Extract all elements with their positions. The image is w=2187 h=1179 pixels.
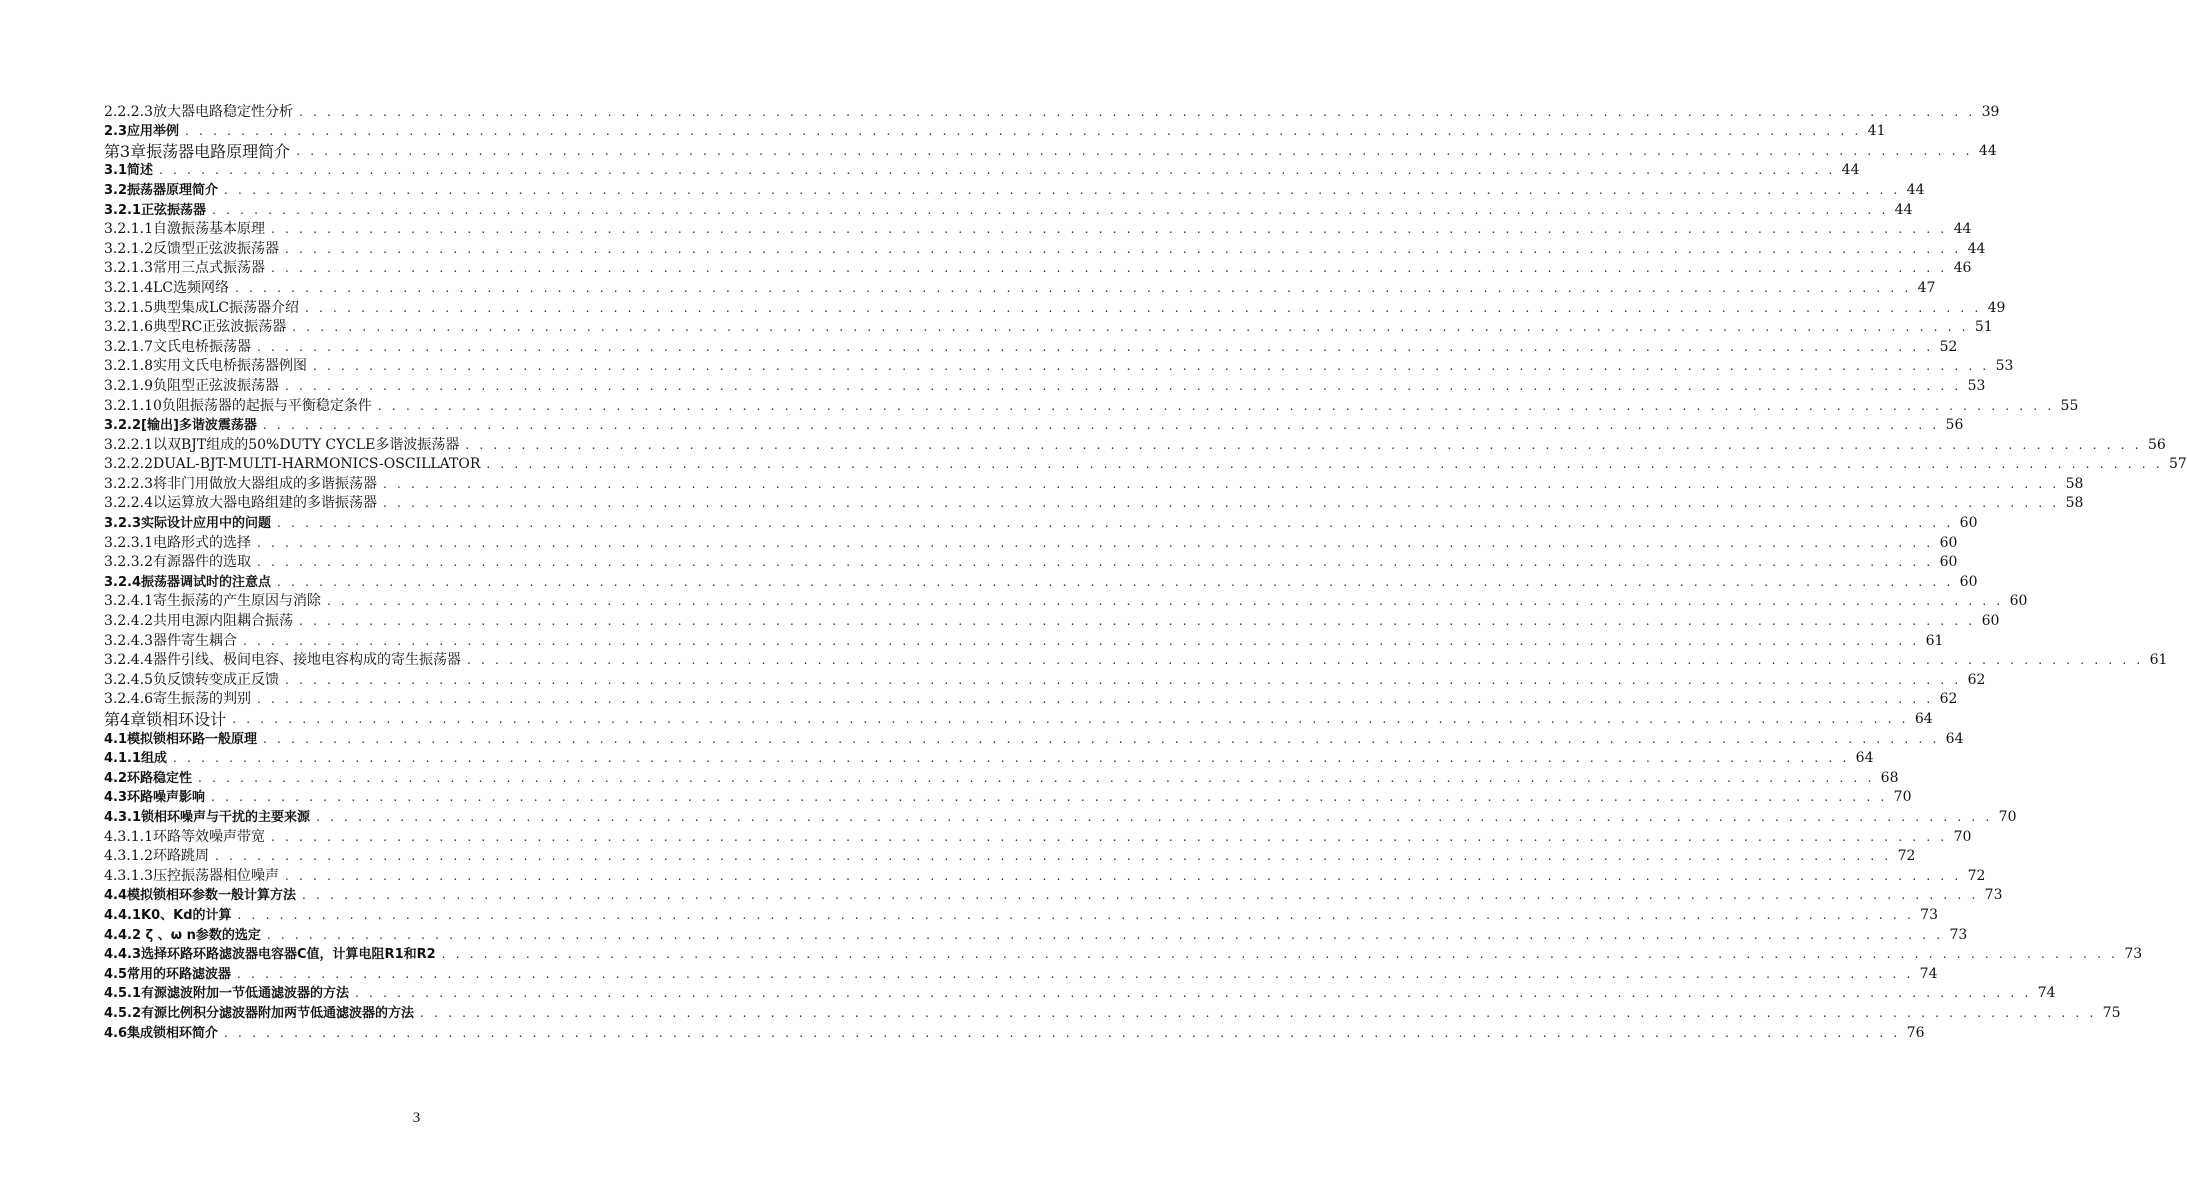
toc-entry-page: 62	[1939, 691, 1958, 708]
toc-entry	[104, 1002, 2121, 1022]
toc-entry	[104, 1022, 1925, 1042]
toc-entry-label: 3.2.2.2DUAL-BJT-MULTI-HARMONICS-OSCILLATOR	[104, 456, 486, 473]
toc-entry-page: 64	[1945, 730, 1964, 747]
toc-leader-dots: . . . . . . . . . . . . . . . . . . . . . . . . . . . . . . . . . . . . . . . . . . . . . . . . . . . . . . . . . . . . . . . . . . . . . . . . . . . . . . . . . . . . . . . . . . . . . . . . . . . . . . . . . . . . . . . . . . . . . . . .	[284, 378, 1962, 393]
toc-leader-dots: . . . . . . . . . . . . . . . . . . . . . . . . . . . . . . . . . . . . . . . . . . . . . . . . . . . . . . . . . . . . . . . . . . . . . . . . . . . . . . . . . . . . . . . . . . . . . . . . . . . . . . . . . . . . . . . . . . . . . . . .	[242, 633, 1920, 648]
toc-leader-dots: . . . . . . . . . . . . . . . . . . . . . . . . . . . . . . . . . . . . . . . . . . . . . . . . . . . . . . . . . . . . . . . . . . . . . . . . . . . . . . . . . . . . . . . . . . . . . . . . . . . . . . . . . . . . . . . . . . . . . . . .	[266, 927, 1944, 942]
toc-leader-dots: . . . . . . . . . . . . . . . . . . . . . . . . . . . . . . . . . . . . . . . . . . . . . . . . . . . . . . . . . . . . . . . . . . . . . . . . . . . . . . . . . . . . . . . . . . . . . . . . . . . . . . . . . . . . . . . . . . . . . . . .	[256, 339, 1934, 354]
toc-entry-page: 58	[2065, 475, 2084, 492]
toc-entry-page: 73	[1984, 887, 2003, 904]
toc-leader-dots: . . . . . . . . . . . . . . . . . . . . . . . . . . . . . . . . . . . . . . . . . . . . . . . . . . . . . . . . . . . . . . . . . . . . . . . . . . . . . . . . . . . . . . . . . . . . . . . . . . . . . . . . . . . . . . . . . . . . . . . .	[292, 320, 1969, 335]
toc-entry-page: 60	[1959, 573, 1978, 590]
toc-leader-dots: . . . . . . . . . . . . . . . . . . . . . . . . . . . . . . . . . . . . . . . . . . . . . . . . . . . . . . . . . . . . . . . . . . . . . . . . . . . . . . . . . . . . . . . . . . . . . . . . . . . . . . . . . . . . . . . . . . . . . . . .	[232, 712, 1909, 726]
toc-entry	[104, 336, 1958, 356]
toc-entry	[104, 806, 2017, 826]
toc-entry-label: 3.2振荡器原理简介	[104, 182, 224, 199]
toc-entry-label: 4.4模拟锁相环参数一般计算方法	[104, 887, 302, 904]
toc-entry-label: 3.2.1.6典型RC正弦波振荡器	[104, 319, 292, 336]
toc-entry	[104, 904, 1938, 924]
toc-entry	[104, 532, 1958, 552]
toc-entry-label: 3.2.1正弦振荡器	[104, 202, 212, 219]
toc-entry	[104, 375, 1986, 395]
toc-entry-label: 4.5.1有源滤波附加一节低通滤波器的方法	[104, 985, 355, 1002]
toc-entry	[104, 787, 1912, 807]
toc-leader-dots: . . . . . . . . . . . . . . . . . . . . . . . . . . . . . . . . . . . . . . . . . . . . . . . . . . . . . . . . . . . . . . . . . . . . . . . . . . . . . . . . . . . . . . . . . . . . . . . . . . . . . . . . . . . . . . . . . . . . . . . .	[224, 182, 1901, 197]
toc-entry-label: 4.5.2有源比例积分滤波器附加两节低通滤波器的方法	[104, 1005, 420, 1022]
toc-entry-page: 58	[2065, 495, 2084, 512]
toc-leader-dots: . . . . . . . . . . . . . . . . . . . . . . . . . . . . . . . . . . . . . . . . . . . . . . . . . . . . . . . . . . . . . . . . . . . . . . . . . . . . . . . . . . . . . . . . . . . . . . . . . . . . . . . . . . . . . . . . . . . . . . . .	[420, 1005, 2097, 1020]
toc-leader-dots: . . . . . . . . . . . . . . . . . . . . . . . . . . . . . . . . . . . . . . . . . . . . . . . . . . . . . . . . . . . . . . . . . . . . . . . . . . . . . . . . . . . . . . . . . . . . . . . . . . . . . . . . . . . . . . . . . . . . . . . .	[173, 751, 1850, 766]
toc-entry-page: 53	[1995, 358, 2014, 375]
toc-leader-dots: . . . . . . . . . . . . . . . . . . . . . . . . . . . . . . . . . . . . . . . . . . . . . . . . . . . . . . . . . . . . . . . . . . . . . . . . . . . . . . . . . . . . . . . . . . . . . . . . . . . . . . . . . . . . . . . . . . . . . . . .	[198, 770, 1875, 785]
toc-entry-page: 44	[1978, 142, 1997, 159]
toc-leader-dots: . . . . . . . . . . . . . . . . . . . . . . . . . . . . . . . . . . . . . . . . . . . . . . . . . . . . . . . . . . . . . . . . . . . . . . . . . . . . . . . . . . . . . . . . . . . . . . . . . . . . . . . . . . . . . . . . . . . . . . . .	[441, 947, 2119, 962]
toc-entry-label: 4.3.1锁相环噪声与干扰的主要来源	[104, 809, 316, 826]
toc-entry	[104, 963, 1938, 983]
toc-entry-page: 74	[1919, 965, 1938, 982]
toc-entry	[104, 473, 2084, 493]
toc-leader-dots: . . . . . . . . . . . . . . . . . . . . . . . . . . . . . . . . . . . . . . . . . . . . . . . . . . . . . . . . . . . . . . . . . . . . . . . . . . . . . . . . . . . . . . . . . . . . . . . . . . . . . . . . . . . . . . . . . . . . . . . .	[284, 868, 1962, 883]
toc-entry-label: 3.2.3实际设计应用中的问题	[104, 515, 277, 532]
toc-entry-label: 3.2.2.1以双BJT组成的50%DUTY CYCLE多谐波振荡器	[104, 437, 465, 454]
toc-entry-page: 73	[2124, 946, 2143, 963]
toc-entry-label: 4.1.1组成	[104, 750, 173, 767]
toc-entry-label: 2.2.2.3放大器电路稳定性分析	[104, 104, 299, 121]
toc-entry-label: 3.2.1.4LC选频网络	[104, 280, 235, 297]
table-of-contents	[104, 101, 2187, 1042]
toc-entry-page: 44	[1894, 201, 1913, 218]
toc-entry-label: 3.2.4.5负反馈转变成正反馈	[104, 672, 285, 689]
toc-leader-dots: . . . . . . . . . . . . . . . . . . . . . . . . . . . . . . . . . . . . . . . . . . . . . . . . . . . . . . . . . . . . . . . . . . . . . . . . . . . . . . . . . . . . . . . . . . . . . . . . . . . . . . . . . . . . . . . . . . . . . . . .	[277, 574, 1954, 589]
toc-leader-dots: . . . . . . . . . . . . . . . . . . . . . . . . . . . . . . . . . . . . . . . . . . . . . . . . . . . . . . . . . . . . . . . . . . . . . . . . . . . . . . . . . . . . . . . . . . . . . . . . . . . . . . . . . . . . . . . . . . . . . . . .	[263, 731, 1940, 746]
toc-entry	[104, 846, 1916, 866]
toc-leader-dots: . . . . . . . . . . . . . . . . . . . . . . . . . . . . . . . . . . . . . . . . . . . . . . . . . . . . . . . . . . . . . . . . . . . . . . . . . . . . . . . . . . . . . . . . . . . . . . . . . . . . . . . . . . . . . . . . . . . . . . . .	[212, 202, 1889, 217]
toc-entry	[104, 610, 2000, 630]
toc-entry-label: 3.2.1.3常用三点式振荡器	[104, 260, 271, 277]
toc-entry-label: 第3章振荡器电路原理简介	[104, 143, 296, 160]
toc-entry-label: 3.2.1.8实用文氏电桥振荡器例图	[104, 358, 313, 375]
toc-leader-dots: . . . . . . . . . . . . . . . . . . . . . . . . . . . . . . . . . . . . . . . . . . . . . . . . . . . . . . . . . . . . . . . . . . . . . . . . . . . . . . . . . . . . . . . . . . . . . . . . . . . . . . . . . . . . . . . . . . . . . . . .	[284, 672, 1962, 687]
toc-entry-label: 4.4.2 ζ 、ω n参数的选定	[104, 927, 267, 944]
toc-entry	[104, 199, 1913, 219]
toc-entry-page: 55	[2060, 397, 2079, 414]
toc-leader-dots: . . . . . . . . . . . . . . . . . . . . . . . . . . . . . . . . . . . . . . . . . . . . . . . . . . . . . . . . . . . . . . . . . . . . . . . . . . . . . . . . . . . . . . . . . . . . . . . . . . . . . . . . . . . . . . . . . . . . . . . .	[312, 359, 1990, 374]
toc-entry-label: 4.3.1.3压控振荡器相位噪声	[104, 868, 285, 885]
toc-entry-label: 4.3环路噪声影响	[104, 789, 211, 806]
toc-entry-page: 61	[1925, 632, 1944, 649]
toc-entry	[104, 101, 2000, 121]
toc-entry-page: 64	[1914, 711, 1933, 727]
toc-leader-dots: . . . . . . . . . . . . . . . . . . . . . . . . . . . . . . . . . . . . . . . . . . . . . . . . . . . . . . . . . . . . . . . . . . . . . . . . . . . . . . . . . . . . . . . . . . . . . . . . . . . . . . . . . . . . . . . . . . . . . . . .	[355, 986, 2032, 1001]
toc-leader-dots: . . . . . . . . . . . . . . . . . . . . . . . . . . . . . . . . . . . . . . . . . . . . . . . . . . . . . . . . . . . . . . . . . . . . . . . . . . . . . . . . . . . . . . . . . . . . . . . . . . . . . . . . . . . . . . . . . . . . . . . .	[214, 849, 1892, 864]
toc-entry-label: 3.2.2[输出]多谐波震荡器	[104, 417, 263, 434]
toc-entry-page: 74	[2037, 985, 2056, 1002]
toc-leader-dots: . . . . . . . . . . . . . . . . . . . . . . . . . . . . . . . . . . . . . . . . . . . . . . . . . . . . . . . . . . . . . . . . . . . . . . . . . . . . . . . . . . . . . . . . . . . . . . . . . . . . . . . . . . . . . . . . . . . . . . . .	[326, 594, 2004, 609]
toc-entry	[104, 669, 1986, 689]
toc-entry	[104, 297, 2006, 317]
toc-entry-page: 61	[2149, 652, 2168, 669]
toc-entry	[104, 179, 1925, 199]
toc-leader-dots: . . . . . . . . . . . . . . . . . . . . . . . . . . . . . . . . . . . . . . . . . . . . . . . . . . . . . . . . . . . . . . . . . . . . . . . . . . . . . . . . . . . . . . . . . . . . . . . . . . . . . . . . . . . . . . . . . . . . . . . .	[466, 653, 2144, 668]
toc-leader-dots: . . . . . . . . . . . . . . . . . . . . . . . . . . . . . . . . . . . . . . . . . . . . . . . . . . . . . . . . . . . . . . . . . . . . . . . . . . . . . . . . . . . . . . . . . . . . . . . . . . . . . . . . . . . . . . . . . . . . . . . .	[305, 300, 1982, 315]
toc-entry-label: 3.2.4.1寄生振荡的产生原因与消除	[104, 593, 327, 610]
toc-entry-label: 3.2.1.9负阻型正弦波振荡器	[104, 378, 285, 395]
toc-leader-dots: . . . . . . . . . . . . . . . . . . . . . . . . . . . . . . . . . . . . . . . . . . . . . . . . . . . . . . . . . . . . . . . . . . . . . . . . . . . . . . . . . . . . . . . . . . . . . . . . . . . . . . . . . . . . . . . . . . . . . . . .	[185, 124, 1862, 139]
toc-leader-dots: . . . . . . . . . . . . . . . . . . . . . . . . . . . . . . . . . . . . . . . . . . . . . . . . . . . . . . . . . . . . . . . . . . . . . . . . . . . . . . . . . . . . . . . . . . . . . . . . . . . . . . . . . . . . . . . . . . . . . . . .	[270, 222, 1948, 237]
toc-entry-label: 3.2.4.3器件寄生耦合	[104, 633, 243, 650]
toc-entry-page: 76	[1906, 1024, 1925, 1041]
toc-entry-page: 44	[1906, 181, 1925, 198]
toc-entry-page: 56	[1945, 417, 1964, 434]
toc-entry-page: 73	[1949, 926, 1968, 943]
toc-leader-dots: . . . . . . . . . . . . . . . . . . . . . . . . . . . . . . . . . . . . . . . . . . . . . . . . . . . . . . . . . . . . . . . . . . . . . . . . . . . . . . . . . . . . . . . . . . . . . . . . . . . . . . . . . . . . . . . . . . . . . . . .	[298, 614, 1976, 629]
toc-leader-dots: . . . . . . . . . . . . . . . . . . . . . . . . . . . . . . . . . . . . . . . . . . . . . . . . . . . . . . . . . . . . . . . . . . . . . . . . . . . . . . . . . . . . . . . . . . . . . . . . . . . . . . . . . . . . . . . . . . . . . . . .	[486, 457, 2163, 472]
toc-entry	[104, 767, 1899, 787]
toc-entry-page: 47	[1917, 279, 1936, 296]
toc-entry	[104, 650, 2168, 670]
toc-leader-dots: . . . . . . . . . . . . . . . . . . . . . . . . . . . . . . . . . . . . . . . . . . . . . . . . . . . . . . . . . . . . . . . . . . . . . . . . . . . . . . . . . . . . . . . . . . . . . . . . . . . . . . . . . . . . . . . . . . . . . . . .	[237, 966, 1914, 981]
toc-entry-page: 46	[1953, 260, 1972, 277]
toc-leader-dots: . . . . . . . . . . . . . . . . . . . . . . . . . . . . . . . . . . . . . . . . . . . . . . . . . . . . . . . . . . . . . . . . . . . . . . . . . . . . . . . . . . . . . . . . . . . . . . . . . . . . . . . . . . . . . . . . . . . . . . . .	[316, 809, 1993, 824]
toc-entry-label: 4.4.3选择环路环路滤波器电容器C值，计算电阻R1和R2	[104, 946, 442, 963]
toc-entry	[104, 512, 1978, 532]
toc-entry	[104, 826, 1972, 846]
toc-leader-dots: . . . . . . . . . . . . . . . . . . . . . . . . . . . . . . . . . . . . . . . . . . . . . . . . . . . . . . . . . . . . . . . . . . . . . . . . . . . . . . . . . . . . . . . . . . . . . . . . . . . . . . . . . . . . . . . . . . . . . . . .	[277, 516, 1954, 531]
toc-entry-page: 72	[1897, 848, 1916, 865]
toc-leader-dots: . . . . . . . . . . . . . . . . . . . . . . . . . . . . . . . . . . . . . . . . . . . . . . . . . . . . . . . . . . . . . . . . . . . . . . . . . . . . . . . . . . . . . . . . . . . . . . . . . . . . . . . . . . . . . . . . . . . . . . . .	[256, 692, 1934, 707]
toc-entry	[104, 865, 1986, 885]
toc-entry	[104, 689, 1958, 709]
toc-entry	[104, 983, 2056, 1003]
toc-entry	[104, 708, 1933, 729]
toc-entry	[104, 454, 2187, 474]
toc-entry-label: 3.2.2.3将非门用做放大器组成的多谐振荡器	[104, 476, 383, 493]
toc-leader-dots: . . . . . . . . . . . . . . . . . . . . . . . . . . . . . . . . . . . . . . . . . . . . . . . . . . . . . . . . . . . . . . . . . . . . . . . . . . . . . . . . . . . . . . . . . . . . . . . . . . . . . . . . . . . . . . . . . . . . . . . .	[465, 437, 2142, 452]
toc-entry-label: 3.2.3.1电路形式的选择	[104, 535, 257, 552]
toc-entry-label: 3.2.1.2反馈型正弦波振荡器	[104, 241, 285, 258]
toc-entry	[104, 356, 2014, 376]
toc-leader-dots: . . . . . . . . . . . . . . . . . . . . . . . . . . . . . . . . . . . . . . . . . . . . . . . . . . . . . . . . . . . . . . . . . . . . . . . . . . . . . . . . . . . . . . . . . . . . . . . . . . . . . . . . . . . . . . . . . . . . . . . .	[256, 555, 1934, 570]
toc-entry	[104, 160, 1860, 180]
toc-entry-page: 73	[1920, 906, 1938, 923]
toc-entry-label: 3.2.3.2有源器件的选取	[104, 554, 257, 571]
toc-entry-page: 57	[2169, 456, 2187, 473]
toc-leader-dots: . . . . . . . . . . . . . . . . . . . . . . . . . . . . . . . . . . . . . . . . . . . . . . . . . . . . . . . . . . . . . . . . . . . . . . . . . . . . . . . . . . . . . . . . . . . . . . . . . . . . . . . . . . . . . . . . . . . . . . . .	[262, 418, 1940, 433]
toc-entry-label: 第4章锁相环设计	[104, 711, 232, 728]
toc-entry-page: 49	[1987, 299, 2006, 316]
toc-entry	[104, 395, 2079, 415]
toc-entry	[104, 121, 1886, 141]
toc-leader-dots: . . . . . . . . . . . . . . . . . . . . . . . . . . . . . . . . . . . . . . . . . . . . . . . . . . . . . . . . . . . . . . . . . . . . . . . . . . . . . . . . . . . . . . . . . . . . . . . . . . . . . . . . . . . . . . . . . . . . . . . .	[256, 535, 1934, 550]
toc-entry	[104, 140, 1997, 161]
page-number: 3	[412, 1110, 421, 1126]
toc-entry	[104, 552, 1958, 572]
toc-leader-dots: . . . . . . . . . . . . . . . . . . . . . . . . . . . . . . . . . . . . . . . . . . . . . . . . . . . . . . . . . . . . . . . . . . . . . . . . . . . . . . . . . . . . . . . . . . . . . . . . . . . . . . . . . . . . . . . . . . . . . . . .	[224, 1025, 1901, 1040]
toc-entry-label: 3.2.1.10负阻振荡器的起振与平衡稳定条件	[104, 398, 378, 415]
toc-entry	[104, 317, 1993, 337]
toc-leader-dots: . . . . . . . . . . . . . . . . . . . . . . . . . . . . . . . . . . . . . . . . . . . . . . . . . . . . . . . . . . . . . . . . . . . . . . . . . . . . . . . . . . . . . . . . . . . . . . . . . . . . . . . . . . . . . . . . . . . . . . . .	[270, 261, 1948, 276]
toc-entry-label: 2.3应用举例	[104, 123, 185, 140]
toc-leader-dots: . . . . . . . . . . . . . . . . . . . . . . . . . . . . . . . . . . . . . . . . . . . . . . . . . . . . . . . . . . . . . . . . . . . . . . . . . . . . . . . . . . . . . . . . . . . . . . . . . . . . . . . . . . . . . . . . . . . . . . . .	[284, 241, 1962, 256]
toc-leader-dots: . . . . . . . . . . . . . . . . . . . . . . . . . . . . . . . . . . . . . . . . . . . . . . . . . . . . . . . . . . . . . . . . . . . . . . . . . . . . . . . . . . . . . . . . . . . . . . . . . . . . . . . . . . . . . . . . . . . . . . . .	[211, 790, 1888, 805]
toc-entry	[104, 571, 1978, 591]
toc-entry-label: 4.2环路稳定性	[104, 770, 198, 787]
toc-entry-page: 70	[1953, 828, 1972, 845]
toc-leader-dots: . . . . . . . . . . . . . . . . . . . . . . . . . . . . . . . . . . . . . . . . . . . . . . . . . . . . . . . . . . . . . . . . . . . . . . . . . . . . . . . . . . . . . . . . . . . . . . . . . . . . . . . . . . . . . . . . . . . . . . . .	[235, 280, 1912, 295]
toc-entry	[104, 258, 1972, 278]
toc-leader-dots: . . . . . . . . . . . . . . . . . . . . . . . . . . . . . . . . . . . . . . . . . . . . . . . . . . . . . . . . . . . . . . . . . . . . . . . . . . . . . . . . . . . . . . . . . . . . . . . . . . . . . . . . . . . . . . . . . . . . . . . .	[377, 398, 2055, 413]
toc-entry-label: 3.2.1.1自激振荡基本原理	[104, 221, 271, 238]
toc-leader-dots: . . . . . . . . . . . . . . . . . . . . . . . . . . . . . . . . . . . . . . . . . . . . . . . . . . . . . . . . . . . . . . . . . . . . . . . . . . . . . . . . . . . . . . . . . . . . . . . . . . . . . . . . . . . . . . . . . . . . . . . .	[382, 496, 2060, 511]
toc-entry-label: 3.2.1.5典型集成LC振荡器介绍	[104, 300, 305, 317]
toc-entry	[104, 219, 1972, 239]
toc-entry	[104, 944, 2143, 964]
toc-entry	[104, 728, 1964, 748]
toc-entry	[104, 630, 1944, 650]
toc-leader-dots: . . . . . . . . . . . . . . . . . . . . . . . . . . . . . . . . . . . . . . . . . . . . . . . . . . . . . . . . . . . . . . . . . . . . . . . . . . . . . . . . . . . . . . . . . . . . . . . . . . . . . . . . . . . . . . . . . . . . . . . .	[298, 104, 1976, 119]
toc-entry-page: 70	[1998, 808, 2017, 825]
toc-entry-label: 4.3.1.2环路跳周	[104, 848, 215, 865]
toc-entry-page: 68	[1880, 769, 1899, 786]
toc-entry	[104, 885, 2003, 905]
toc-entry	[104, 277, 1936, 297]
toc-entry	[104, 434, 2166, 454]
toc-entry-page: 51	[1974, 319, 1993, 336]
toc-entry-label: 4.1模拟锁相环路一般原理	[104, 731, 263, 748]
toc-entry-page: 62	[1967, 671, 1986, 688]
toc-entry-label: 4.5常用的环路滤波器	[104, 966, 237, 983]
toc-entry-label: 3.2.2.4以运算放大器电路组建的多谐振荡器	[104, 495, 383, 512]
toc-entry	[104, 924, 1968, 944]
toc-entry-label: 3.2.1.7文氏电桥振荡器	[104, 339, 257, 356]
toc-entry-page: 60	[1939, 534, 1958, 551]
toc-entry-page: 60	[1981, 613, 2000, 630]
toc-entry	[104, 238, 1986, 258]
toc-entry-page: 44	[1841, 162, 1860, 179]
toc-leader-dots: . . . . . . . . . . . . . . . . . . . . . . . . . . . . . . . . . . . . . . . . . . . . . . . . . . . . . . . . . . . . . . . . . . . . . . . . . . . . . . . . . . . . . . . . . . . . . . . . . . . . . . . . . . . . . . . . . . . . . . . .	[159, 163, 1836, 178]
toc-entry-page: 53	[1967, 377, 1986, 394]
toc-entry-label: 3.2.4.2共用电源内阻耦合振荡	[104, 613, 299, 630]
toc-entry-page: 60	[1959, 515, 1978, 532]
toc-entry-page: 75	[2102, 1004, 2121, 1021]
toc-entry-label: 4.3.1.1环路等效噪声带宽	[104, 829, 271, 846]
toc-entry	[104, 415, 1964, 435]
toc-entry-label: 3.2.4振荡器调试时的注意点	[104, 574, 277, 591]
toc-entry-page: 56	[2147, 436, 2166, 453]
toc-leader-dots: . . . . . . . . . . . . . . . . . . . . . . . . . . . . . . . . . . . . . . . . . . . . . . . . . . . . . . . . . . . . . . . . . . . . . . . . . . . . . . . . . . . . . . . . . . . . . . . . . . . . . . . . . . . . . . . . . . . . . . . .	[270, 829, 1948, 844]
toc-entry-label: 3.1简述	[104, 162, 159, 179]
toc-leader-dots: . . . . . . . . . . . . . . . . . . . . . . . . . . . . . . . . . . . . . . . . . . . . . . . . . . . . . . . . . . . . . . . . . . . . . . . . . . . . . . . . . . . . . . . . . . . . . . . . . . . . . . . . . . . . . . . . . . . . . . . .	[302, 888, 1979, 903]
toc-entry-page: 52	[1939, 338, 1958, 355]
toc-entry-label: 4.4.1K0、Kd的计算	[104, 907, 238, 924]
toc-leader-dots: . . . . . . . . . . . . . . . . . . . . . . . . . . . . . . . . . . . . . . . . . . . . . . . . . . . . . . . . . . . . . . . . . . . . . . . . . . . . . . . . . . . . . . . . . . . . . . . . . . . . . . . . . . . . . . . . . . . . . . . .	[237, 907, 1914, 922]
toc-entry-page: 60	[2009, 593, 2028, 610]
toc-entry-page: 44	[1967, 240, 1986, 257]
toc-entry-page: 64	[1855, 750, 1874, 767]
toc-entry-label: 3.2.4.6寄生振荡的判别	[104, 691, 257, 708]
toc-entry-page: 41	[1867, 123, 1886, 140]
toc-entry-label: 3.2.4.4器件引线、极间电容、接地电容构成的寄生振荡器	[104, 652, 467, 669]
toc-entry-page: 44	[1953, 221, 1972, 238]
toc-entry-page: 39	[1981, 103, 2000, 120]
toc-entry	[104, 591, 2028, 611]
toc-leader-dots: . . . . . . . . . . . . . . . . . . . . . . . . . . . . . . . . . . . . . . . . . . . . . . . . . . . . . . . . . . . . . . . . . . . . . . . . . . . . . . . . . . . . . . . . . . . . . . . . . . . . . . . . . . . . . . . . . . . . . . . .	[382, 476, 2060, 491]
toc-entry-page: 72	[1967, 867, 1986, 884]
toc-entry-page: 70	[1893, 789, 1912, 806]
toc-entry-label: 4.6集成锁相环简介	[104, 1025, 224, 1042]
toc-entry-page: 60	[1939, 554, 1958, 571]
toc-entry	[104, 493, 2084, 513]
toc-entry	[104, 748, 1874, 768]
toc-leader-dots: . . . . . . . . . . . . . . . . . . . . . . . . . . . . . . . . . . . . . . . . . . . . . . . . . . . . . . . . . . . . . . . . . . . . . . . . . . . . . . . . . . . . . . . . . . . . . . . . . . . . . . . . . . . . . . . . . . . . . . . .	[296, 143, 1973, 158]
